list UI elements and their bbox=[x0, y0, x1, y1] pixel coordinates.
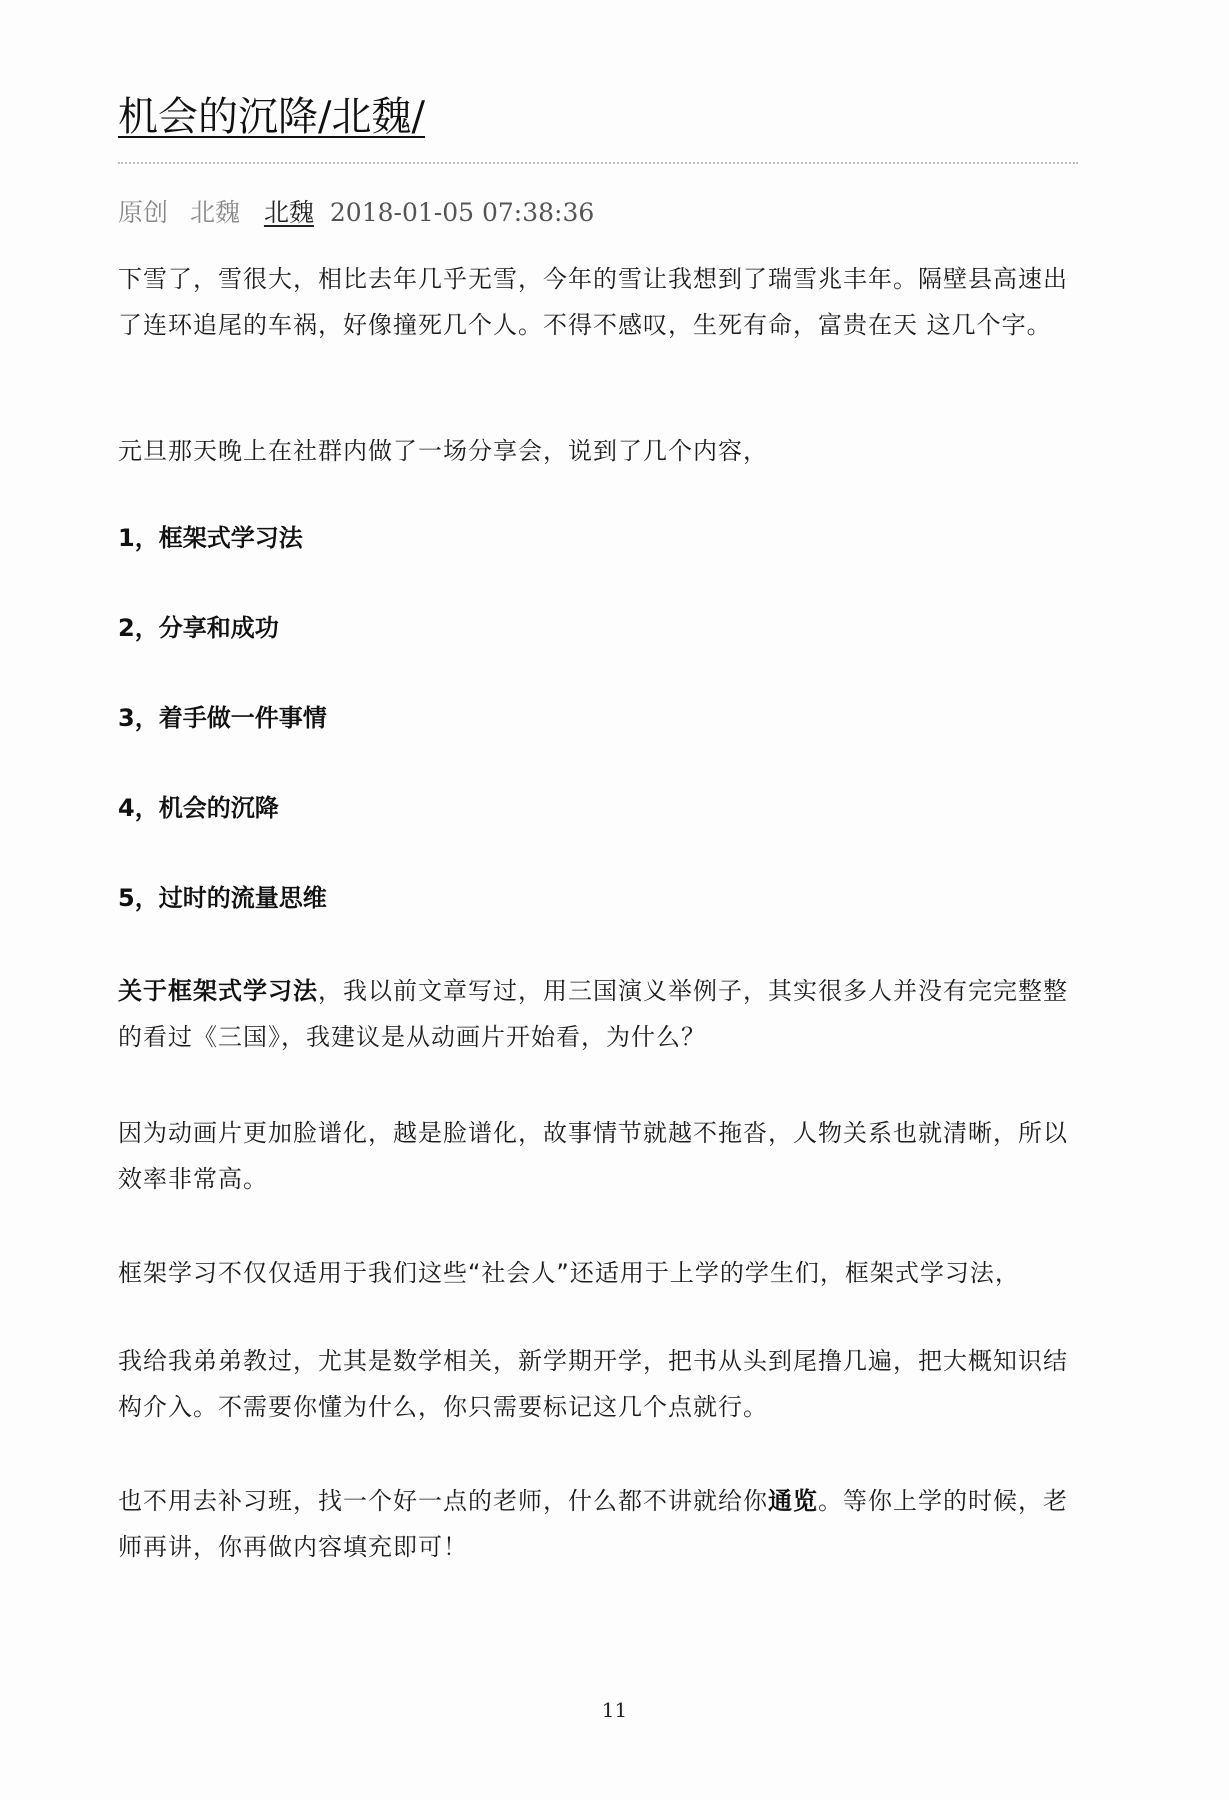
paragraph-sharing: 元旦那天晚上在社群内做了一场分享会，说到了几个内容， bbox=[118, 437, 768, 465]
paragraph-animation: 因为动画片更加脸谱化，越是脸谱化，故事情节就越不拖沓，人物关系也就清晰，所以效率非常高。 bbox=[118, 1119, 1068, 1193]
article-type: 原创 bbox=[118, 198, 169, 227]
author-link[interactable]: 北魏 bbox=[263, 198, 314, 227]
point-item-2: 2，分享和成功 bbox=[118, 614, 279, 642]
point-item-4: 4，机会的沉降 bbox=[118, 794, 279, 822]
paragraph-framework-text: ，我以前文章写过，用三国演义举例子，其实很多人并没有完完整整的看过《三国》，我建议是从动画片开始看，为什么？ bbox=[118, 977, 1068, 1051]
paragraph-brother: 我给我弟弟教过，尤其是数学相关，新学期开学，把书从头到尾撸几遍，把大概知识结构介入。不需要你懂为什么，你只需要标记这几个点就行。 bbox=[118, 1347, 1068, 1421]
paragraph-overview-text-b: 。等你上学的时候，老师再讲，你再做内容填充即可！ bbox=[118, 1487, 1068, 1561]
publish-datetime: 2018-01-05 07:38:36 bbox=[329, 198, 595, 227]
paragraph-framework-lead: 关于框架式学习法 bbox=[118, 977, 318, 1005]
paragraph-students: 框架学习不仅仅适用于我们这些“社会人”还适用于上学的学生们，框架式学习法， bbox=[118, 1259, 1020, 1287]
article-meta bbox=[118, 196, 594, 230]
page-number: 11 bbox=[601, 1698, 628, 1722]
point-item-5: 5，过时的流量思维 bbox=[118, 884, 327, 912]
paragraph-framework bbox=[118, 968, 1078, 1060]
article-title: 机会的沉降/北魏/ bbox=[118, 94, 425, 140]
point-item-1: 1，框架式学习法 bbox=[118, 524, 303, 552]
title-divider bbox=[118, 162, 1078, 164]
article-column: 北魏 bbox=[189, 198, 240, 227]
point-item-3: 3，着手做一件事情 bbox=[118, 704, 327, 732]
paragraph-overview-text-a: 也不用去补习班，找一个好一点的老师，什么都不讲就给你 bbox=[118, 1487, 768, 1515]
paragraph-overview bbox=[118, 1478, 1078, 1570]
paragraph-overview-bold: 通览 bbox=[768, 1487, 818, 1515]
paragraph-intro: 下雪了，雪很大，相比去年几乎无雪，今年的雪让我想到了瑞雪兆丰年。隔壁县高速出了连环追尾的车祸，好像撞死几个人。不得不感叹，生死有命，富贵在天 这几个字。 bbox=[118, 265, 1068, 339]
